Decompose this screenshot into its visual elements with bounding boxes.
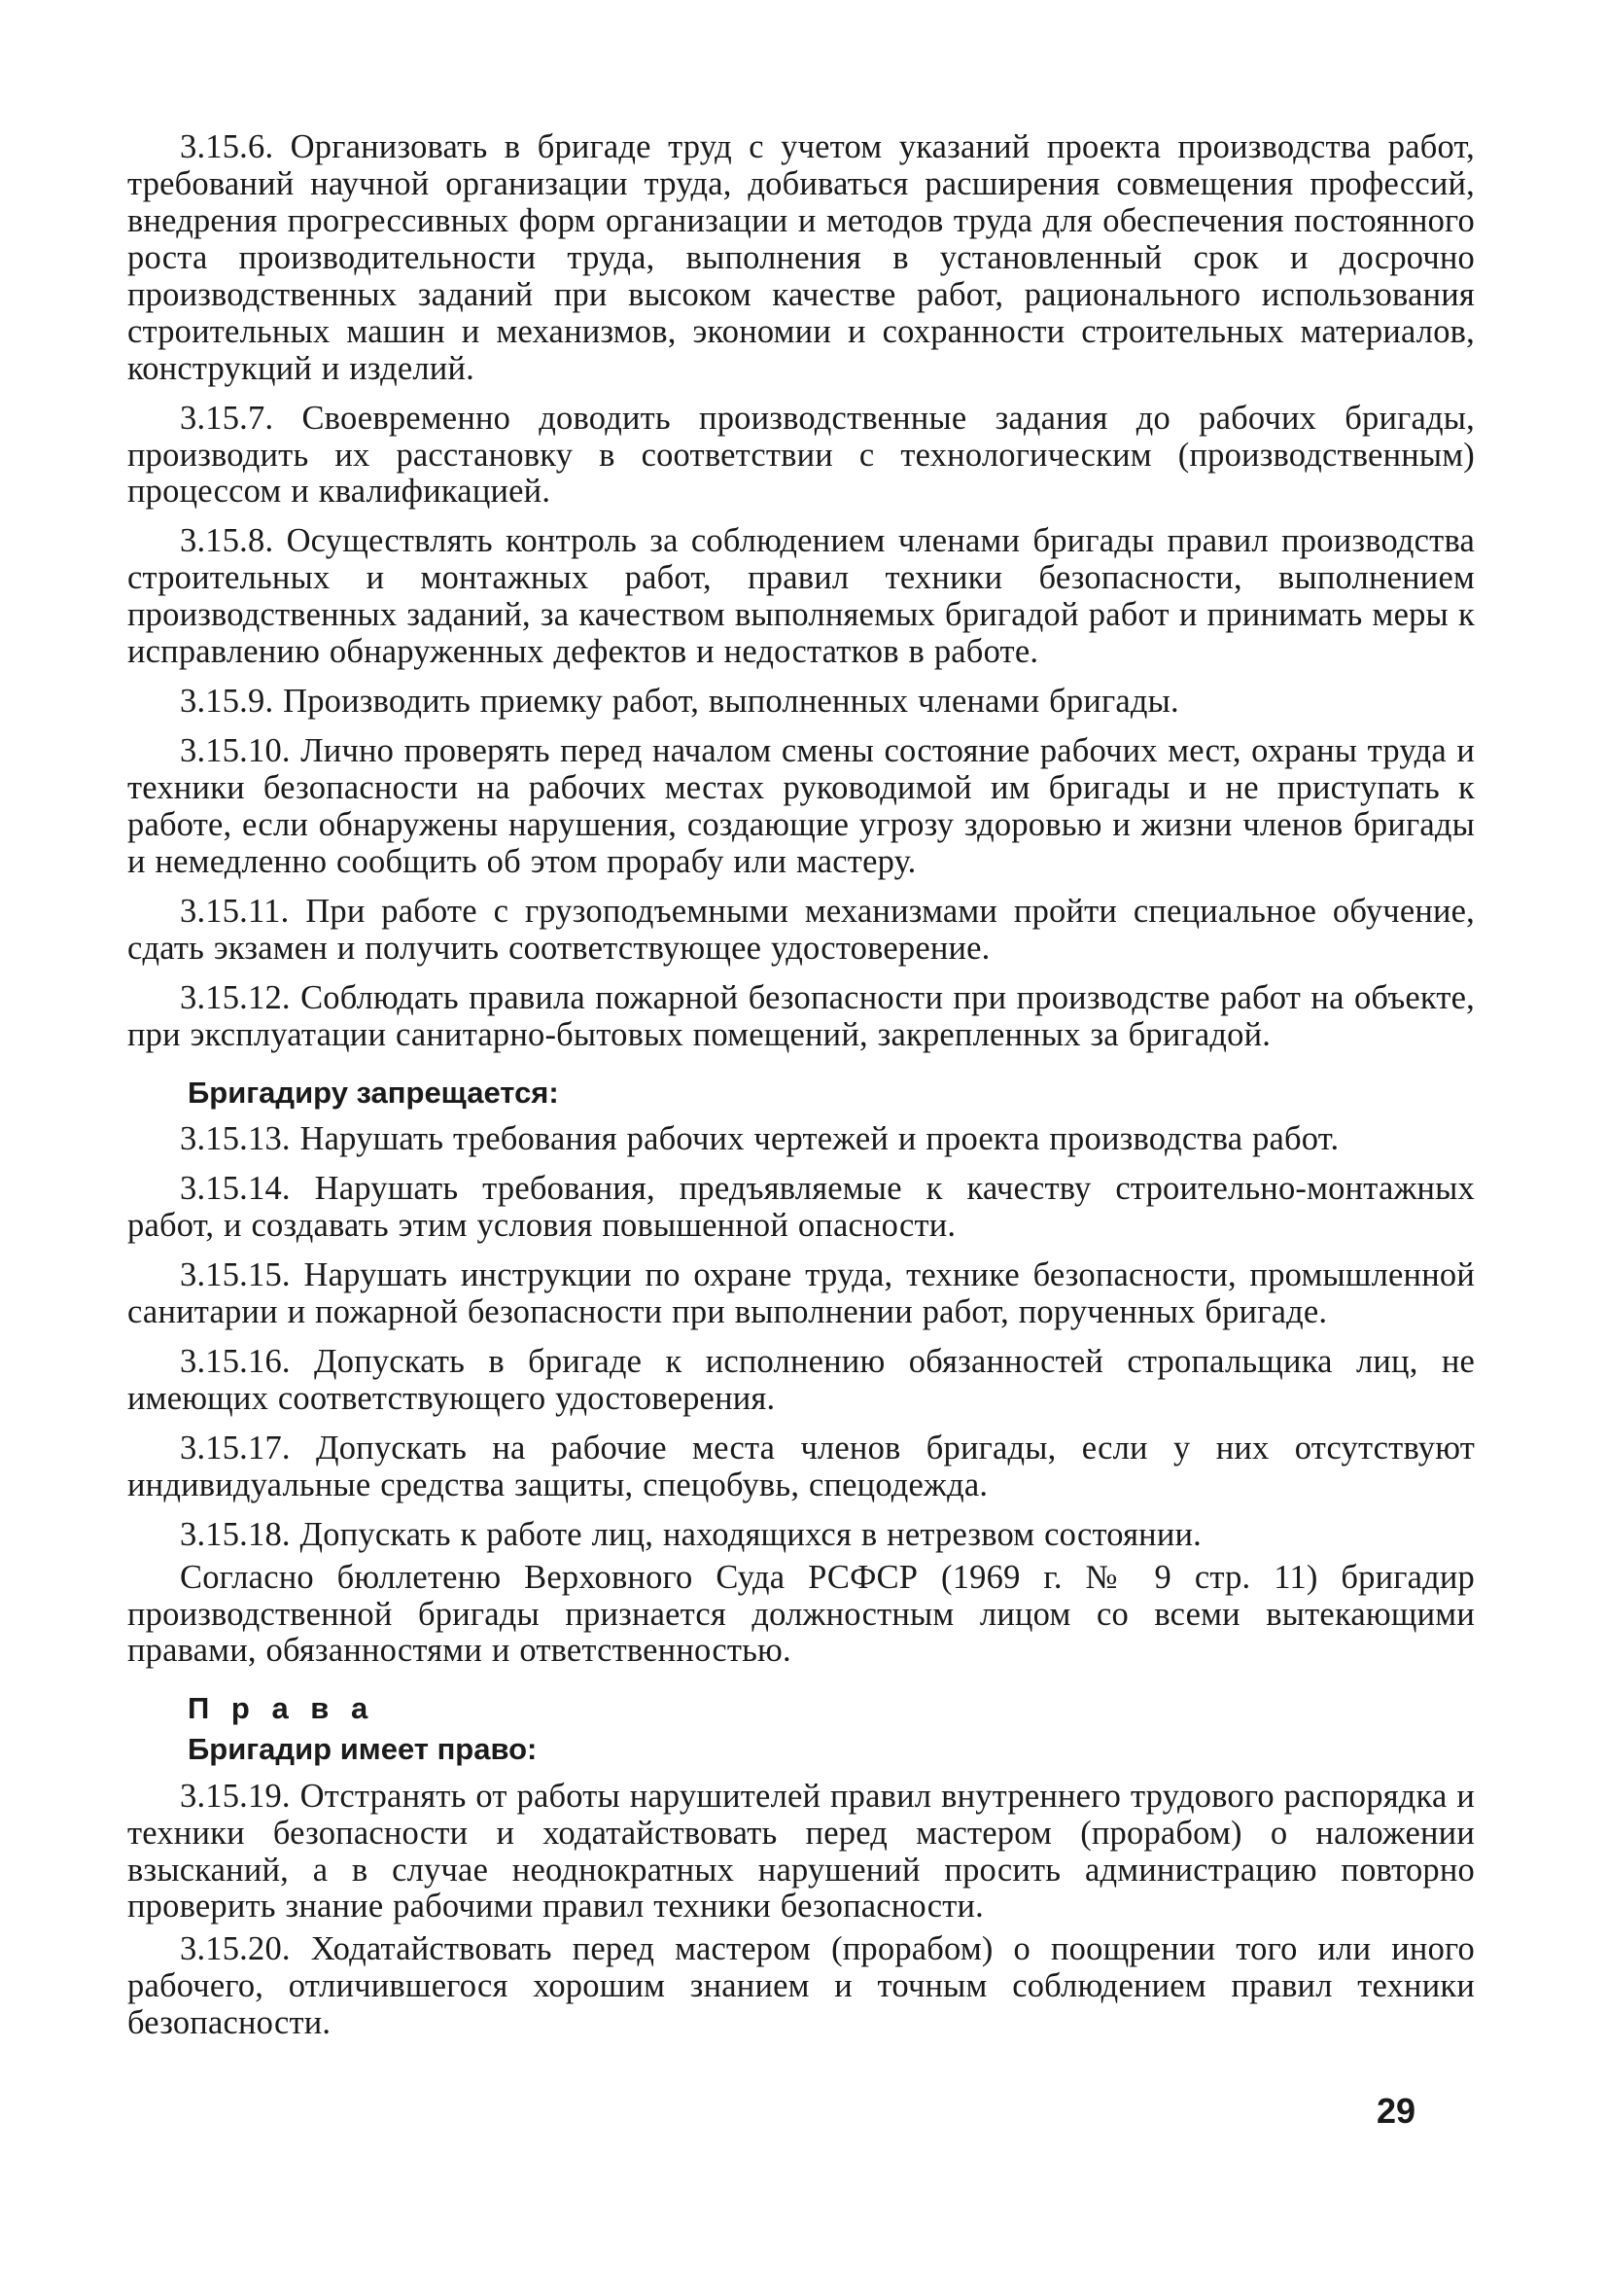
paragraph-3-15-9: 3.15.9. Производить приемку работ, выполненных членами бригады. [180, 683, 1179, 721]
paragraph-3-15-16: 3.15.16. Допускать в бригаде к исполнению обязанностей стропальщика лиц, не имеющих соответствующего удостоверения. [127, 1342, 1475, 1417]
paragraph-supreme-court-note: Согласно бюллетеню Верховного Суда РСФСР (1969 г. № 9 стр. 11) бригадир производственной бригады признается должностным лицом со всеми вытекающими правами, обязанностями и ответственностью. [127, 1558, 1475, 1670]
paragraph-3-15-6: 3.15.6. Организовать в бригаде труд с учетом указаний проекта производства работ, требований научной организации труда, добиваться расширения совмещения профессий, внедрения прогрессивных форм организации и методов труда для обеспечения постоянного роста производительности труда, выполнения в установленный срок и досрочно производственных заданий при высоком качестве работ, рационального использования строительных машин и механизмов, экономии и сохранности строительных материалов, конструкций и изделий. [127, 128, 1475, 387]
paragraph-3-15-7: 3.15.7. Своевременно доводить производственные задания до рабочих бригады, производить их расстановку в соответствии с технологическим (производственным) процессом и квалификацией. [127, 399, 1475, 511]
paragraph-3-15-11: 3.15.11. При работе с грузоподъемными механизмами пройти специальное обучение, сдать экзамен и получить соответствующее удостоверение. [127, 892, 1475, 967]
paragraph-3-15-8: 3.15.8. Осуществлять контроль за соблюдением членами бригады правил производства строительных и монтажных работ, правил техники безопасности, выполнением производственных заданий, за качеством выполняемых бригадой работ и принимать меры к исправлению обнаруженных дефектов и недостатков в работе. [127, 522, 1475, 671]
paragraph-3-15-19: 3.15.19. Отстранять от работы нарушителей правил внутреннего трудового распорядка и техники безопасности и ходатайствовать перед мастером (прорабом) о наложении взысканий, а в случае неоднократных нарушений просить администрацию повторно проверить знание рабочими правил техники безопасности. [127, 1777, 1475, 1925]
paragraph-3-15-13: 3.15.13. Нарушать требования рабочих чертежей и проекта производства работ. [180, 1120, 1340, 1158]
heading-rights: П р а в а [188, 1691, 375, 1726]
heading-has-right: Бригадир имеет право: [188, 1732, 538, 1767]
paragraph-3-15-12: 3.15.12. Соблюдать правила пожарной безопасности при производстве работ на объекте, при эксплуатации санитарно-бытовых помещений, закрепленных за бригадой. [127, 978, 1475, 1053]
heading-prohibited: Бригадиру запрещается: [188, 1075, 559, 1110]
paragraph-3-15-10: 3.15.10. Лично проверять перед началом смены состояние рабочих мест, охраны труда и техники безопасности на рабочих местах руководимой им бригады и не приступать к работе, если обнаружены нарушения, создающие угрозу здоровью и жизни членов бригады и немедленно сообщить об этом прорабу или мастеру. [127, 732, 1475, 880]
paragraph-3-15-17: 3.15.17. Допускать на рабочие места членов бригады, если у них отсутствуют индивидуальные средства защиты, спецобувь, спецодежда. [127, 1429, 1475, 1503]
body-text [127, 129, 1475, 2055]
paragraph-3-15-14: 3.15.14. Нарушать требования, предъявляемые к качеству строительно-монтажных работ, и создавать этим условия повышенной опасности. [127, 1170, 1475, 1245]
page-number: 29 [1377, 2091, 1416, 2131]
paragraph-3-15-18: 3.15.18. Допускать к работе лиц, находящихся в нетрезвом состоянии. [180, 1515, 1202, 1553]
paragraph-3-15-15: 3.15.15. Нарушать инструкции по охране труда, технике безопасности, промышленной санитарии и пожарной безопасности при выполнении работ, порученных бригаде. [127, 1256, 1475, 1330]
paragraph-3-15-20: 3.15.20. Ходатайствовать перед мастером (прорабом) о поощрении того или иного рабочего, отличившегося хорошим знанием и точным соблюдением правил техники безопасности. [127, 1930, 1475, 2042]
